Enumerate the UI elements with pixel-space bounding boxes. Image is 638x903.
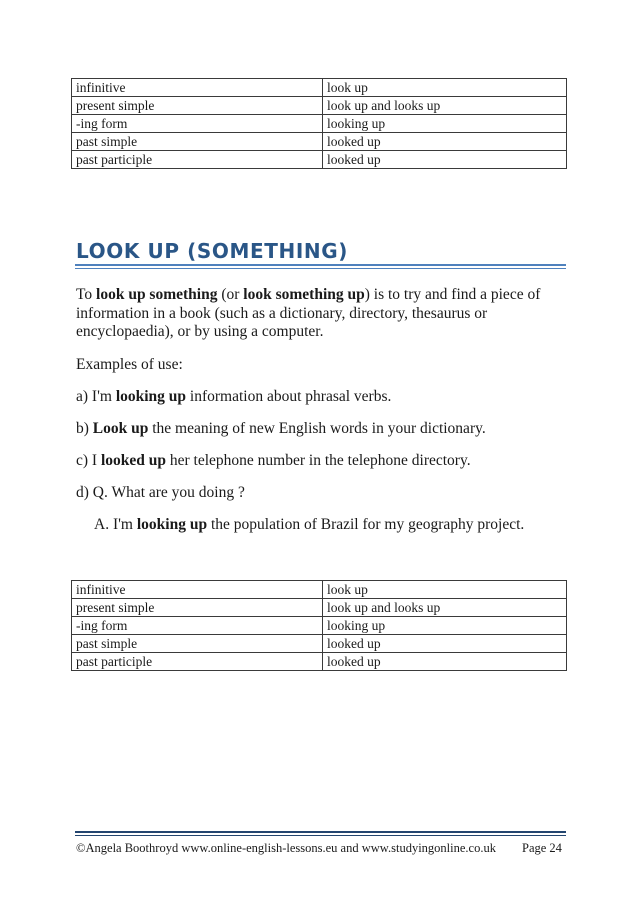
form-label: infinitive	[72, 581, 323, 599]
verb-forms-table-top	[71, 78, 567, 169]
example-phrasal-verb: looking up	[136, 516, 208, 533]
footer-rule-thin	[75, 835, 566, 836]
form-label: present simple	[72, 599, 323, 617]
definition-paragraph	[76, 286, 576, 342]
form-value: looked up	[323, 133, 567, 151]
table-row	[72, 617, 567, 635]
verb-forms-table-bottom	[71, 580, 567, 671]
form-value: look up	[323, 581, 567, 599]
heading-underline	[75, 264, 566, 266]
footer-copyright: ©Angela Boothroyd www.online-english-lessons.eu and www.studyingonline.co.uk	[76, 841, 496, 855]
intro-text: To	[76, 286, 97, 303]
form-value: looked up	[323, 151, 567, 169]
form-label: past simple	[72, 635, 323, 653]
example-text: A. I'm	[94, 516, 137, 533]
example-text: c) I	[76, 452, 101, 469]
table-row	[72, 653, 567, 671]
table-row	[72, 133, 567, 151]
intro-bold: look up something	[96, 286, 218, 303]
form-label: infinitive	[72, 79, 323, 97]
example-b	[76, 420, 576, 439]
table-row	[72, 635, 567, 653]
intro-bold: look something up	[243, 286, 365, 303]
example-text: information about phrasal verbs.	[186, 388, 392, 405]
form-value: look up and looks up	[323, 97, 567, 115]
table-row	[72, 151, 567, 169]
example-phrasal-verb: looked up	[100, 452, 166, 469]
form-label: -ing form	[72, 115, 323, 133]
table-row	[72, 97, 567, 115]
form-value: look up	[323, 79, 567, 97]
intro-text: ) is to try and find a piece of information in a book (such as a dictionary, directory, thesaurus or encyclopaedia), or by using a computer.	[76, 286, 541, 340]
example-c	[76, 452, 576, 471]
page-number: Page 24	[522, 841, 562, 855]
example-text: b)	[76, 420, 93, 437]
form-label: -ing form	[72, 617, 323, 635]
table-row	[72, 581, 567, 599]
form-value: looking up	[323, 115, 567, 133]
table-row	[72, 79, 567, 97]
example-d-answer	[94, 516, 594, 535]
examples-label: Examples of use:	[76, 356, 183, 373]
form-value: looked up	[323, 653, 567, 671]
example-text: a) I'm	[76, 388, 116, 405]
example-text: the population of Brazil for my geography project.	[207, 516, 525, 533]
form-label: present simple	[72, 97, 323, 115]
example-phrasal-verb: looking up	[115, 388, 187, 405]
example-d-question	[76, 484, 576, 503]
heading-underline-thin	[75, 268, 566, 269]
example-text: her telephone number in the telephone directory.	[166, 452, 471, 469]
example-phrasal-verb: Look up	[92, 420, 149, 437]
form-label: past simple	[72, 133, 323, 151]
table-row	[72, 599, 567, 617]
form-value: looked up	[323, 635, 567, 653]
form-value: looking up	[323, 617, 567, 635]
form-label: past participle	[72, 653, 323, 671]
intro-text: (or	[217, 286, 244, 303]
form-value: look up and looks up	[323, 599, 567, 617]
example-text: d) Q. What are you doing ?	[76, 484, 245, 501]
table-row	[72, 115, 567, 133]
footer-rule	[75, 831, 566, 833]
example-text: the meaning of new English words in your dictionary.	[148, 420, 486, 437]
form-label: past participle	[72, 151, 323, 169]
section-heading: LOOK UP (SOMETHING)	[76, 239, 348, 263]
example-a	[76, 388, 576, 407]
